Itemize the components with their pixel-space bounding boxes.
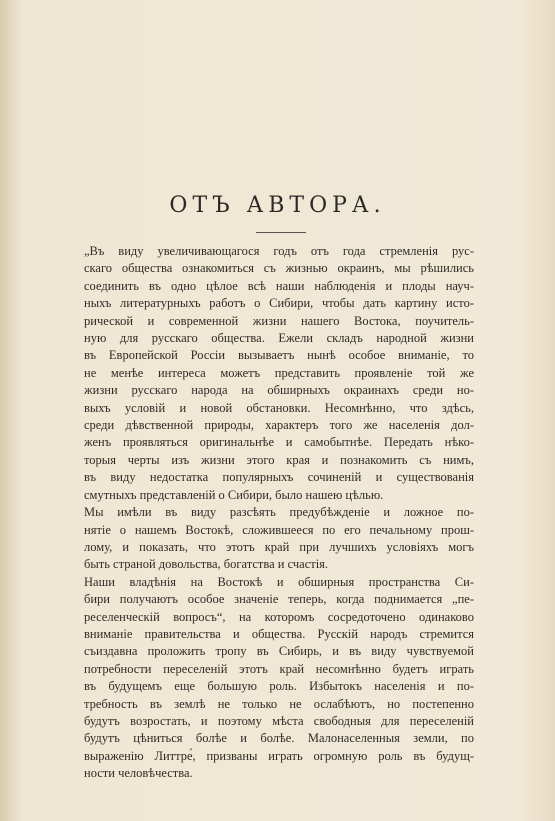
- text-line: въ Европейской Россіи вызываетъ нынѣ особое вниманіе, то: [84, 348, 474, 363]
- text-line: бири получаютъ особое значеніе теперь, когда поднимается „пе-: [84, 592, 474, 607]
- text-line: торыя черты изъ жизни этого края и познакомить съ нимъ,: [84, 452, 474, 467]
- text-line: рической и современной жизни нашего Востока, поучитель-: [84, 313, 474, 328]
- text-line: Наши владѣнія на Востокѣ и обширныя пространства Си-: [84, 574, 474, 589]
- text-line: потребности переселеній этотъ край несомнѣнно будетъ играть: [84, 661, 474, 676]
- text-line: въ будущемъ еще большую роль. Избытокъ населенія и по-: [84, 679, 474, 694]
- text-line: ныхъ литературныхъ работъ о Сибири, чтобы дать картину исто-: [84, 296, 474, 311]
- paragraph: [84, 574, 474, 783]
- text-line: скаго общества ознакомиться съ жизнью окраинъ, мы рѣшились: [84, 261, 474, 276]
- text-line: жизни русскаго народа на обширныхъ окраинахъ среди но-: [84, 383, 474, 398]
- text-line: не менѣе интереса можетъ представить проявленіе той же: [84, 365, 474, 380]
- text-line: смутныхъ представленій о Сибири, было нашею цѣлью.: [84, 487, 384, 502]
- text-line: соединить въ одно цѣлое всѣ наши наблюденія и плоды науч-: [84, 278, 474, 293]
- text-line: вниманіе правительства и общества. Русскій народъ стремится: [84, 626, 474, 641]
- text-line: выхъ условій и новой обстановки. Несомнѣнно, что здѣсь,: [84, 400, 474, 415]
- text-line: Мы имѣли въ виду разсѣять предубѣжденіе и ложное по-: [84, 505, 474, 520]
- text-line: выраженію Литтре́, призваны играть огромную роль въ будущ-: [84, 748, 474, 763]
- paragraph: [84, 504, 474, 574]
- text-line: будутъ возростать, и поэтому мѣста свободныя для переселеній: [84, 713, 474, 728]
- page-title: ОТЪ АВТОРА.: [169, 193, 386, 218]
- body-text: [84, 243, 474, 783]
- text-line: съиздавна проложить тропу въ Сибирь, и въ виду чувствуемой: [84, 644, 474, 659]
- text-line: среди дѣвственной природы, характеръ того же населенія дол-: [84, 418, 474, 433]
- text-line: нятіе о нашемъ Востокѣ, сложившееся по его печальному прош-: [84, 522, 474, 537]
- text-line: ности человѣчества.: [84, 766, 193, 781]
- text-line: лому, и показать, что этотъ край при лучшихъ условіяхъ могъ: [84, 539, 474, 554]
- paragraph: [84, 243, 474, 504]
- text-line: реселенческій вопросъ“, на которомъ сосредоточено одинаково: [84, 609, 474, 624]
- text-line: „Въ виду увеличивающагося годъ отъ года стремленія рус-: [84, 244, 474, 258]
- title-divider: [256, 232, 306, 233]
- text-line: женъ проявляться оригинальнѣе и самобытнѣе. Передать нѣко-: [84, 435, 474, 450]
- text-line: быть страной довольства, богатства и счастія.: [84, 557, 329, 572]
- text-line: ную для русскаго общества. Ежели складъ народной жизни: [84, 331, 474, 346]
- text-line: требность въ землѣ не только не ослабѣютъ, но постепенно: [84, 696, 474, 711]
- text-line: въ виду недостатка популярныхъ сочиненій и существованія: [84, 470, 474, 485]
- text-line: будутъ цѣниться болѣе и болѣе. Малонаселенныя земли, по: [84, 731, 474, 746]
